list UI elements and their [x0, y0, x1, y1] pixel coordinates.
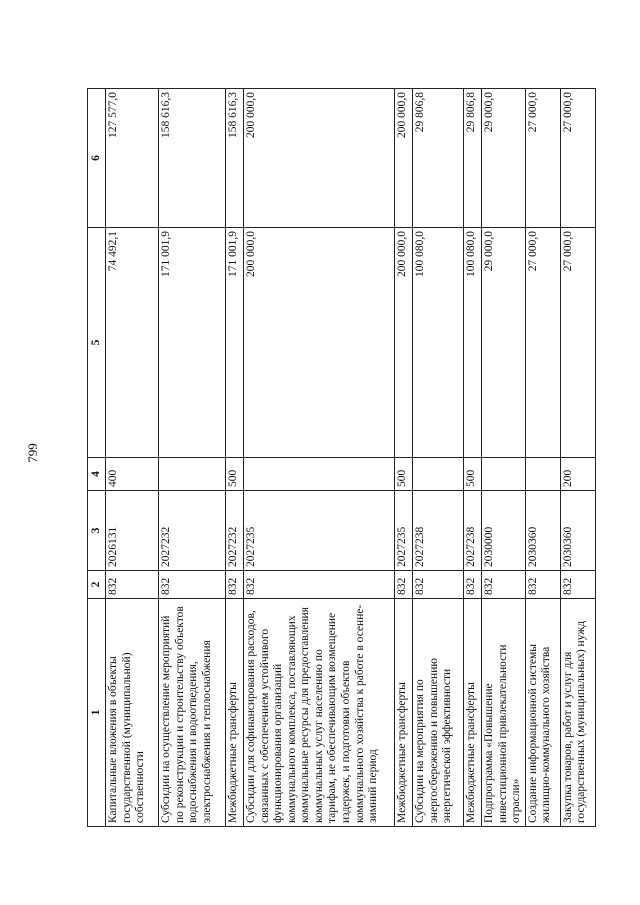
header-col-4: 4: [88, 458, 106, 491]
row-amount-2: 158 616,3: [159, 89, 226, 228]
header-col-1: 1: [88, 599, 106, 827]
row-name: Субсидии для софинансирования расходов, связанных с обеспечением устойчивого функционирования организаций коммунального комплекса, поставляющих коммунальные ресурсы для предоставления коммунальных услуг населению по тарифам, не обеспечивающим возмещение издержек, и подготовки объектов коммунального хозяйства к работе в осенне-зимний период: [244, 599, 395, 827]
row-amount-2: 29 806,8: [413, 89, 464, 228]
table-row: [159, 89, 226, 827]
row-name: Межбюджетные трансферты: [395, 599, 413, 827]
row-ministry-code: 832: [525, 571, 560, 599]
row-expense-type: [482, 458, 526, 491]
row-amount-2: 158 616,3: [226, 89, 244, 228]
row-ministry-code: 832: [464, 571, 482, 599]
row-amount-1: 171 001,9: [159, 228, 226, 458]
header-col-6: 6: [88, 89, 106, 228]
row-ministry-code: 832: [395, 571, 413, 599]
row-ministry-code: 832: [482, 571, 526, 599]
row-name: Субсидии на осуществление мероприятий по реконструкции и строительству объектов водоснабжения и водоотведения, электроснабжения и теплоснабжения: [159, 599, 226, 827]
budget-table-frame: [87, 89, 588, 827]
row-expense-type: 400: [106, 458, 159, 491]
row-target-code: 2027238: [464, 491, 482, 571]
header-col-3: 3: [88, 491, 106, 571]
row-amount-2: 127 577,0: [106, 89, 159, 228]
table-row: [482, 89, 526, 827]
row-amount-1: 171 001,9: [226, 228, 244, 458]
row-name: Капитальные вложения в объекты государственной (муниципальной) собственности: [106, 599, 159, 827]
row-amount-1: 100 080,0: [464, 228, 482, 458]
row-expense-type: [159, 458, 226, 491]
table-row: [560, 89, 595, 827]
table-row: [244, 89, 395, 827]
row-amount-1: 200 000,0: [395, 228, 413, 458]
budget-table: [87, 88, 596, 827]
row-expense-type: [525, 458, 560, 491]
row-target-code: 2026131: [106, 491, 159, 571]
row-ministry-code: 832: [413, 571, 464, 599]
row-expense-type: 500: [464, 458, 482, 491]
row-target-code: 2030000: [482, 491, 526, 571]
header-col-5: 5: [88, 228, 106, 458]
row-amount-2: 27 000,0: [525, 89, 560, 228]
table-row: [464, 89, 482, 827]
table-row: [525, 89, 560, 827]
row-amount-1: 29 000,0: [482, 228, 526, 458]
header-col-2: 2: [88, 571, 106, 599]
row-expense-type: 200: [560, 458, 595, 491]
row-amount-2: 29 806,8: [464, 89, 482, 228]
row-name: Создание информационной системы жилищно-коммунального хозяйства: [525, 599, 560, 827]
row-expense-type: [413, 458, 464, 491]
row-amount-1: 27 000,0: [525, 228, 560, 458]
row-amount-1: 200 000,0: [244, 228, 395, 458]
row-target-code: 2030360: [560, 491, 595, 571]
row-ministry-code: 832: [106, 571, 159, 599]
row-ministry-code: 832: [244, 571, 395, 599]
row-expense-type: [244, 458, 395, 491]
row-amount-1: 100 080,0: [413, 228, 464, 458]
row-amount-2: 29 000,0: [482, 89, 526, 228]
row-name: Подпрограмма «Повышение инвестиционной привлекательности отрасли»: [482, 599, 526, 827]
row-amount-2: 27 000,0: [560, 89, 595, 228]
table-header-row: [88, 89, 106, 827]
table-row: [395, 89, 413, 827]
row-ministry-code: 832: [226, 571, 244, 599]
row-ministry-code: 832: [159, 571, 226, 599]
row-target-code: 2027232: [226, 491, 244, 571]
row-expense-type: 500: [395, 458, 413, 491]
row-target-code: 2027238: [413, 491, 464, 571]
table-row: [226, 89, 244, 827]
row-amount-2: 200 000,0: [395, 89, 413, 228]
budget-table-rotated: [87, 89, 588, 827]
row-ministry-code: 832: [560, 571, 595, 599]
row-name: Межбюджетные трансферты: [464, 599, 482, 827]
table-row: [106, 89, 159, 827]
page-number: 799: [25, 443, 40, 463]
row-target-code: 2027235: [395, 491, 413, 571]
row-amount-2: 200 000,0: [244, 89, 395, 228]
row-amount-1: 74 492,1: [106, 228, 159, 458]
row-target-code: 2027232: [159, 491, 226, 571]
row-name: Межбюджетные трансферты: [226, 599, 244, 827]
row-name: Закупка товаров, работ и услуг для государственных (муниципальных) нужд: [560, 599, 595, 827]
table-row: [413, 89, 464, 827]
row-expense-type: 500: [226, 458, 244, 491]
row-name: Субсидии на мероприятия по энергосбережению и повышению энергетической эффективности: [413, 599, 464, 827]
row-amount-1: 27 000,0: [560, 228, 595, 458]
row-target-code: 2027235: [244, 491, 395, 571]
row-target-code: 2030360: [525, 491, 560, 571]
